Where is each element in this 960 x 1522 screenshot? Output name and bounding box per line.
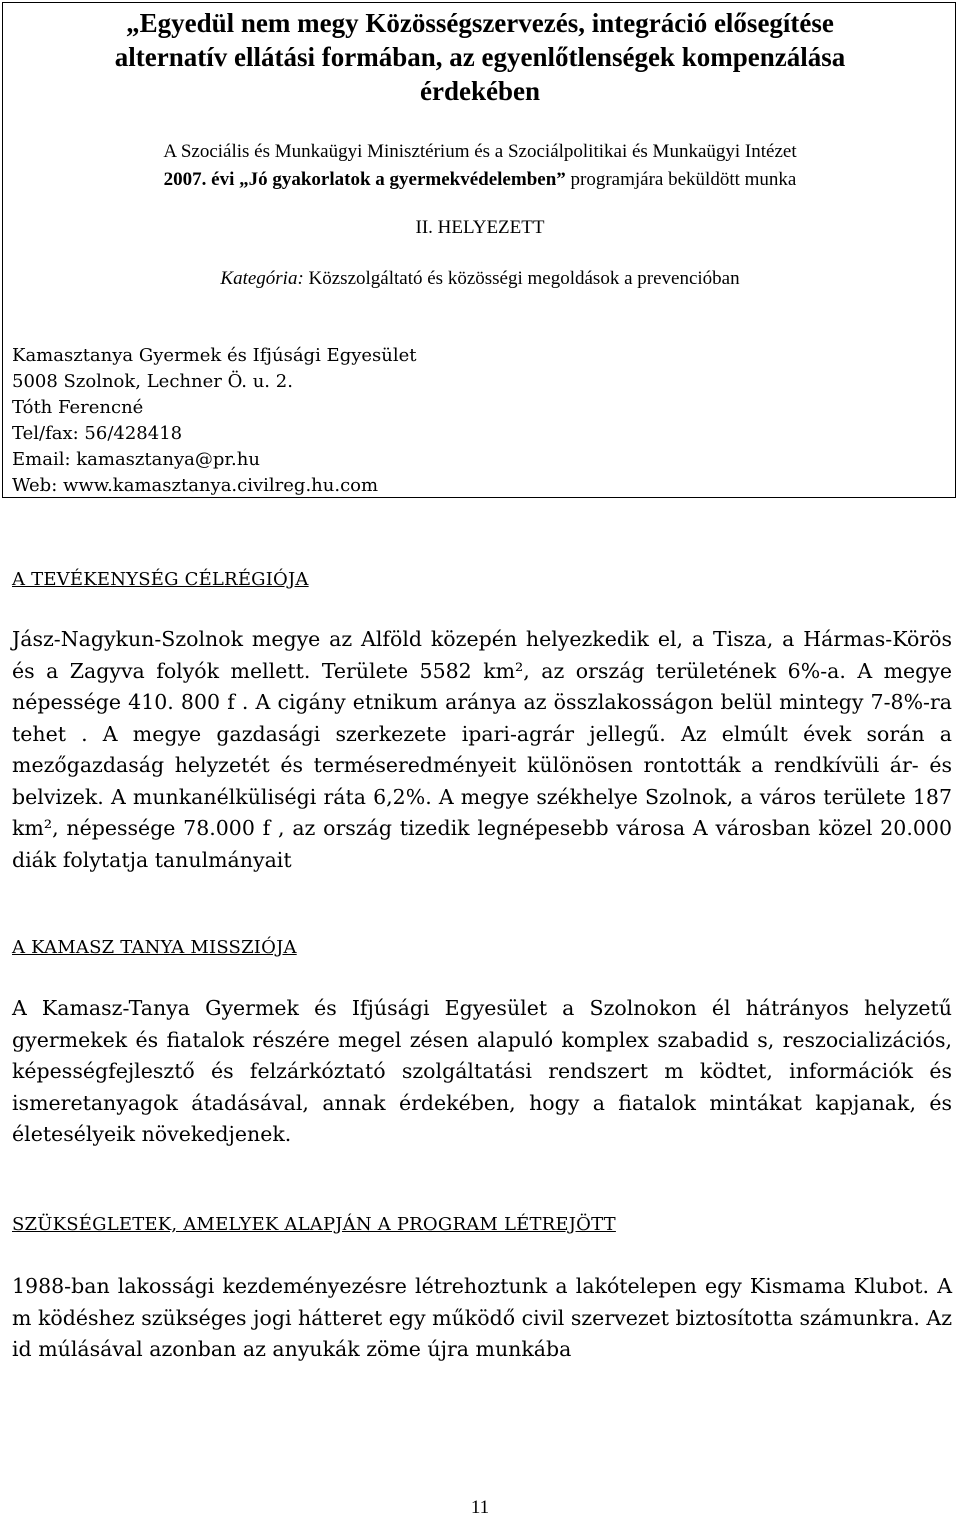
category-line (0, 267, 960, 291)
program-suffix: programjára beküldött munka (565, 169, 797, 190)
category-label: Kategória: (220, 268, 304, 289)
title-line-2: alternatív ellátási formában, az egyenlőtlenségek kompenzálása (114, 42, 846, 72)
program-name: 2007. évi „Jó gyakorlatok a gyermekvédelemben” (163, 169, 566, 190)
section-heading-needs: SZÜKSÉGLETEK, AMELYEK ALAPJÁN A PROGRAM LÉTREJÖTT (12, 1214, 616, 1235)
email: Email: kamasztanya@pr.hu (12, 449, 260, 470)
title-line-3: érdekében (420, 76, 540, 106)
category-value: Közszolgáltató és közösségi megoldások a prevencióban (303, 268, 740, 289)
contact-block (12, 343, 417, 499)
program-line (0, 168, 960, 192)
phone: Tel/fax: 56/428418 (12, 423, 183, 444)
address: 5008 Szolnok, Lechner Ö. u. 2. (12, 371, 293, 392)
section-paragraph-mission: A Kamasz-Tanya Gyermek és Ifjúsági Egyesület a Szolnokon él hátrányos helyzetű gyermekek és fiatalok részére megel zésen alapuló komplex szabadid s, reszocializációs, képességfejlesztő és felzárkóztató szolgáltatási rendszert m ködtet, információk és ismeretanyagok átadásával, annak érdekében, hogy a fiatalok mintákat kapjanak, és életesélyeik növekedjenek. (12, 996, 952, 1146)
title-line-1: „Egyedül nem megy Közösségszervezés, integráció elősegítése (126, 8, 834, 38)
section-heading-region: A TEVÉKENYSÉG CÉLRÉGIÓJA (12, 569, 309, 590)
document-title (0, 6, 960, 108)
ministry-line: A Szociális és Munkaügyi Minisztérium és a Szociálpolitikai és Munkaügyi Intézet (163, 141, 797, 162)
contact-person: Tóth Ferencné (12, 397, 144, 418)
section-paragraph-needs: 1988-ban lakossági kezdeményezésre létrehoztunk a lakótelepen egy Kismama Klubot. A m ködéshez szükséges jogi hátteret egy működő civil szervezet biztosította számunkra. Az id múlásával azonban az anyukák zöme újra munkába (12, 1274, 952, 1361)
section-heading-mission: A KAMASZ TANYA MISSZIÓJA (12, 937, 297, 958)
page-number: 11 (470, 1497, 490, 1518)
organization-name: Kamasztanya Gyermek és Ifjúsági Egyesület (12, 345, 417, 366)
website: Web: www.kamasztanya.civilreg.hu.com (12, 475, 379, 496)
placement-label: II. HELYEZETT (415, 217, 545, 238)
section-paragraph-region: Jász-Nagykun-Szolnok megye az Alföld közepén helyezkedik el, a Tisza, a Hármas-Körös és a Zagyva folyók mellett. Területe 5582 km², az ország területének 6%-a. A megye népessége 410. 800 f . A cigány etnikum aránya az összlakosságon belül mintegy 7-8%-ra tehet . A megye gazdasági szerkezete ipari-agrár jellegű. Az elmúlt évek során a mezőgazdaság helyzetét és terméseredményeit különösen rontották a rendkívüli ár- és belvizek. A munkanélküliségi ráta 6,2%. A megye székhelye Szolnok, a város területe 187 km², népessége 78.000 f , az ország tizedik legnépesebb városa A városban közel 20.000 diák folytatja tanulmányait (12, 627, 952, 872)
